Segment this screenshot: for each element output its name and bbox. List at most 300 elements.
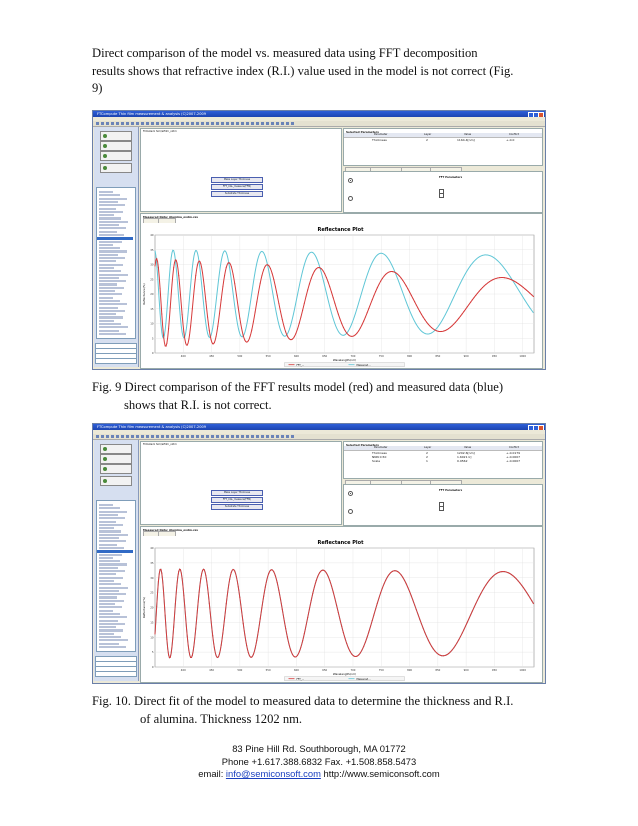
model-data-point	[480, 289, 481, 290]
tree-item	[99, 247, 120, 249]
tree-item	[99, 280, 126, 282]
model-data-point	[248, 340, 249, 341]
model-data-point	[283, 326, 284, 327]
model-data-point	[256, 302, 257, 303]
model-data-point	[197, 264, 198, 265]
toolbar-icon	[241, 435, 244, 438]
toolbar-icon	[211, 122, 214, 125]
model-data-point	[445, 330, 446, 331]
toolbar-icon	[271, 435, 274, 438]
tree-item	[99, 201, 118, 203]
tree-item	[99, 593, 126, 595]
tree-item	[99, 504, 113, 506]
model-data-point	[285, 628, 286, 629]
model-data-point	[178, 275, 179, 276]
toolbar-icon	[186, 122, 189, 125]
y-tick-label: 15	[150, 621, 154, 625]
model-data-point	[367, 637, 368, 638]
tree-item	[99, 620, 118, 622]
tree-item	[99, 596, 117, 598]
intro-paragraph	[92, 45, 562, 98]
model-data-point	[248, 652, 249, 653]
model-data-point	[214, 647, 215, 648]
model-data-point	[463, 311, 464, 312]
model-data-point	[441, 331, 442, 332]
model-data-point	[231, 572, 232, 573]
toolbar-icon	[191, 435, 194, 438]
tree-item	[99, 211, 123, 213]
model-data-point	[263, 269, 264, 270]
model-data-point	[353, 655, 354, 656]
y-tick-label: 10	[150, 636, 154, 640]
model-data-point	[295, 656, 296, 657]
model-data-point	[239, 597, 240, 598]
model-data-point	[523, 587, 524, 588]
model-data-point	[345, 638, 346, 639]
model-data-point	[319, 572, 320, 573]
model-data-point	[311, 600, 312, 601]
model-data-point	[507, 572, 508, 573]
model-data-point	[312, 593, 313, 594]
model-data-point	[222, 286, 223, 287]
model-data-point	[202, 272, 203, 273]
model-data-point	[185, 616, 186, 617]
button-icon	[103, 154, 107, 158]
model-data-point	[443, 655, 444, 656]
model-data-point	[251, 657, 252, 658]
button-icon	[103, 447, 107, 451]
model-data-point	[177, 263, 178, 264]
model-data-point	[244, 635, 245, 636]
toolbar-icon	[181, 435, 184, 438]
legend-label-measured: Measured...	[356, 677, 371, 681]
toolbar-icon	[241, 122, 244, 125]
figure-9-caption-line-1: Fig. 9 Direct comparison of the FFT results model (red) and measured data (blue)	[92, 380, 504, 394]
model-data-point	[326, 572, 327, 573]
tree-item	[99, 563, 127, 565]
chart-title: Reflectance Plot	[317, 540, 364, 546]
tree-item	[99, 639, 128, 641]
model-data-point	[187, 345, 188, 346]
model-data-point	[440, 331, 441, 332]
x-tick-label: 650	[322, 669, 328, 672]
model-data-point	[233, 569, 234, 570]
model-data-point	[529, 597, 530, 598]
model-data-point	[219, 313, 220, 314]
model-data-point	[195, 628, 196, 629]
footer-website: http://www.semiconsoft.com	[320, 768, 440, 779]
model-data-point	[188, 650, 189, 651]
model-data-point	[222, 632, 223, 633]
model-data-point	[278, 303, 279, 304]
model-data-point	[401, 574, 402, 575]
params-cell: 2	[426, 137, 428, 142]
model-data-point	[346, 643, 347, 644]
model-data-point	[317, 267, 318, 268]
model-data-point	[256, 640, 257, 641]
model-data-point	[316, 580, 317, 581]
model-data-point	[397, 274, 398, 275]
x-tick-label: 550	[265, 355, 271, 358]
x-tick-label: 500	[237, 355, 243, 358]
toolbar-icon	[186, 435, 189, 438]
model-data-point	[292, 339, 293, 340]
tree-item	[99, 530, 121, 532]
model-data-point	[473, 297, 474, 298]
model-data-point	[490, 280, 491, 281]
model-data-point	[492, 576, 493, 577]
params-header-2: Value	[464, 446, 472, 449]
model-data-point	[199, 260, 200, 261]
model-data-point	[355, 334, 356, 335]
model-data-point	[358, 654, 359, 655]
calculate-button	[100, 444, 132, 454]
model-data-point	[272, 273, 273, 274]
model-data-point	[514, 577, 515, 578]
model-data-point	[166, 343, 167, 344]
model-data-point	[521, 286, 522, 287]
model-data-point	[289, 644, 290, 645]
nav-item	[95, 358, 137, 364]
model-data-point	[154, 265, 155, 266]
model-data-point	[451, 650, 452, 651]
model-data-point	[268, 573, 269, 574]
tree-item	[99, 244, 113, 246]
model-data-point	[485, 284, 486, 285]
tree-item	[99, 330, 119, 332]
model-data-point	[419, 619, 420, 620]
y-tick-label: 30	[150, 576, 154, 580]
toolbar-icon	[251, 435, 254, 438]
model-data-point	[465, 309, 466, 310]
model-data-point	[384, 276, 385, 277]
model-data-point	[434, 651, 435, 652]
model-data-point	[390, 271, 391, 272]
model-data-point	[497, 277, 498, 278]
model-data-point	[387, 272, 388, 273]
model-data-point	[450, 327, 451, 328]
model-data-point	[210, 339, 211, 340]
model-data-point	[516, 578, 517, 579]
tree-item	[99, 587, 128, 589]
model-data-point	[326, 277, 327, 278]
model-data-point	[479, 596, 480, 597]
model-data-point	[475, 603, 476, 604]
model-data-point	[409, 591, 410, 592]
tree-item	[99, 287, 124, 289]
chart-title: Reflectance Plot	[317, 227, 364, 233]
model-data-point	[183, 331, 184, 332]
simulate-fit-button	[100, 476, 132, 486]
tree-item	[99, 610, 113, 612]
tree-item	[99, 270, 121, 272]
model-data-point	[175, 603, 176, 604]
button-icon	[103, 166, 107, 170]
x-tick-label: 850	[435, 669, 441, 672]
model-data-point	[431, 646, 432, 647]
toolbar-icon	[201, 435, 204, 438]
tree-item	[99, 194, 120, 196]
simulate-button	[100, 141, 132, 151]
fft-options-pane	[343, 484, 543, 526]
model-data-point	[513, 575, 514, 576]
model-data-point	[193, 290, 194, 291]
model-data-point	[429, 326, 430, 327]
legend-label-model: FFT_...	[296, 677, 305, 681]
figure-9-screenshot	[92, 110, 546, 370]
model-data-point	[183, 595, 184, 596]
model-data-point	[372, 299, 373, 300]
model-data-point	[317, 576, 318, 577]
model-data-point	[355, 656, 356, 657]
params-header-0: Parameter	[374, 446, 388, 449]
model-data-point	[428, 639, 429, 640]
model-data-point	[305, 296, 306, 297]
model-data-point	[472, 299, 473, 300]
model-data-point	[504, 571, 505, 572]
params-header-1: Layer	[424, 133, 432, 136]
tree-item	[99, 534, 128, 536]
model-data-point	[226, 267, 227, 268]
model-data-point	[302, 640, 303, 641]
model-data-point	[482, 590, 483, 591]
model-data-point	[361, 324, 362, 325]
x-tick-label: 400	[180, 355, 186, 358]
model-data-point	[419, 311, 420, 312]
y-tick-label: 0	[151, 666, 154, 669]
toolbar-icon	[101, 122, 104, 125]
model-data-point	[346, 333, 347, 334]
model-data-point	[350, 335, 351, 336]
toolbar-icon	[141, 435, 144, 438]
footer-phone: Phone +1.617.388.6832 Fax. +1.508.858.5473	[221, 755, 417, 767]
model-data-point	[348, 334, 349, 335]
model-data-point	[163, 335, 164, 336]
model-data-point	[384, 583, 385, 584]
model-data-point	[170, 657, 171, 658]
measured-data-label: Measured Data: Alumina_oxdm.csv	[143, 527, 199, 532]
toolbar-icon	[236, 122, 239, 125]
toolbar-icon	[166, 122, 169, 125]
model-data-point	[158, 267, 159, 268]
model-data-point	[297, 328, 298, 329]
model-data-point	[412, 298, 413, 299]
toolbar-icon	[266, 122, 269, 125]
model-data-point	[533, 296, 534, 297]
model-data-point	[401, 277, 402, 278]
model-data-point	[304, 303, 305, 304]
model-data-point	[243, 335, 244, 336]
model-data-point	[518, 580, 519, 581]
model-data-point	[389, 271, 390, 272]
model-data-point	[285, 331, 286, 332]
x-tick-label: 1000	[519, 669, 526, 672]
model-data-point	[494, 574, 495, 575]
selected-parameters-table	[343, 128, 543, 166]
model-data-point	[367, 312, 368, 313]
legend-label-model: FFT_...	[296, 363, 305, 367]
model-data-point	[221, 299, 222, 300]
model-data-point	[255, 648, 256, 649]
model-data-point	[509, 278, 510, 279]
fft-params-label: FFT Parameters	[439, 489, 463, 492]
model-data-point	[356, 656, 357, 657]
model-data-point	[406, 285, 407, 286]
tree-item	[99, 600, 124, 602]
model-data-point	[322, 570, 323, 571]
model-data-point	[341, 323, 342, 324]
toolbar	[93, 434, 545, 440]
model-data-point	[294, 656, 295, 657]
model-data-point	[282, 609, 283, 610]
model-data-point	[339, 318, 340, 319]
model-data-point	[475, 295, 476, 296]
model-data-point	[209, 330, 210, 331]
model-data-point	[440, 655, 441, 656]
model-data-point	[322, 270, 323, 271]
toolbar	[93, 121, 545, 127]
model-data-point	[506, 571, 507, 572]
tree-item	[99, 264, 123, 266]
model-data-point	[212, 343, 213, 344]
toolbar-icon	[151, 122, 154, 125]
model-data-point	[457, 642, 458, 643]
model-data-point	[389, 574, 390, 575]
model-data-point	[239, 318, 240, 319]
model-data-point	[307, 289, 308, 290]
tree-item	[99, 300, 120, 302]
filmstack-pane	[140, 128, 342, 212]
toolbar-icon	[191, 122, 194, 125]
model-data-point	[278, 590, 279, 591]
model-data-point	[158, 581, 159, 582]
model-data-point	[368, 308, 369, 309]
model-data-point	[378, 284, 379, 285]
model-data-point	[287, 335, 288, 336]
button-icon	[103, 144, 107, 148]
model-data-point	[170, 307, 171, 308]
y-tick-label: 20	[150, 606, 154, 610]
model-data-point	[473, 607, 474, 608]
model-data-point	[168, 654, 169, 655]
model-data-point	[360, 652, 361, 653]
tree-item	[99, 527, 114, 529]
model-data-point	[504, 277, 505, 278]
x-tick-label: 500	[237, 669, 243, 672]
model-data-point	[180, 294, 181, 295]
y-tick-label: 40	[150, 547, 154, 550]
tree-item	[99, 208, 116, 210]
model-data-point	[283, 619, 284, 620]
model-data-point	[385, 274, 386, 275]
tree-item	[99, 290, 115, 292]
toolbar-icon	[276, 122, 279, 125]
tree-item	[99, 590, 119, 592]
model-data-point	[436, 330, 437, 331]
model-data-point	[529, 293, 530, 294]
model-data-point	[268, 265, 269, 266]
tree-item	[99, 580, 114, 582]
model-data-point	[280, 599, 281, 600]
model-data-point	[328, 281, 329, 282]
model-data-point	[171, 646, 172, 647]
model-data-point	[468, 618, 469, 619]
params-header-3: Conflict	[509, 133, 519, 136]
model-data-point	[204, 569, 205, 570]
model-data-point	[331, 292, 332, 293]
params-header-1: Layer	[424, 446, 432, 449]
model-data-point	[316, 268, 317, 269]
footer-email-link[interactable]: info@semiconsoft.com	[225, 768, 321, 779]
model-data-point	[314, 271, 315, 272]
model-data-point	[154, 633, 155, 634]
model-data-point	[499, 277, 500, 278]
y-tick-label: 35	[150, 248, 154, 252]
estimate-button	[100, 151, 132, 161]
intro-line-1: Direct comparison of the model vs. measured data using FFT decomposition	[92, 46, 478, 60]
model-data-point	[229, 579, 230, 580]
y-tick-label: 25	[150, 591, 154, 595]
model-data-point	[423, 628, 424, 629]
model-data-point	[531, 600, 532, 601]
params-cell: Thickness	[372, 137, 387, 142]
model-data-point	[343, 632, 344, 633]
model-data-point	[246, 342, 247, 343]
radio-option	[348, 178, 353, 183]
x-axis-label: Wavelength(nm)	[332, 358, 357, 362]
model-data-point	[487, 282, 488, 283]
fft-params-label: FFT Parameters	[439, 176, 463, 179]
model-data-point	[526, 592, 527, 593]
model-data-point	[370, 304, 371, 305]
toolbar-icon	[136, 435, 139, 438]
toolbar-icon	[281, 122, 284, 125]
model-data-point	[216, 336, 217, 337]
simulate-button	[100, 454, 132, 464]
model-data-point	[416, 305, 417, 306]
model-data-point	[411, 295, 412, 296]
toolbar-icon	[256, 435, 259, 438]
model-data-point	[253, 321, 254, 322]
button-icon	[103, 467, 107, 471]
model-data-point	[207, 587, 208, 588]
toolbar-icon	[216, 122, 219, 125]
tree-item	[99, 554, 122, 556]
model-data-point	[295, 333, 296, 334]
model-data-point	[182, 314, 183, 315]
model-data-point	[156, 258, 157, 259]
model-data-point	[333, 591, 334, 592]
toolbar-icon	[221, 435, 224, 438]
model-data-point	[450, 651, 451, 652]
model-data-point	[265, 266, 266, 267]
tree-item	[99, 250, 127, 252]
model-data-point	[173, 267, 174, 268]
model-data-point	[302, 310, 303, 311]
y-tick-label: 0	[151, 352, 154, 355]
model-data-point	[513, 280, 514, 281]
model-data-point	[305, 625, 306, 626]
x-tick-label: 650	[322, 355, 328, 358]
model-data-point	[412, 600, 413, 601]
toolbar-icon	[101, 435, 104, 438]
tree-item	[99, 629, 123, 631]
params-cell: 2	[426, 450, 428, 455]
model-data-point	[212, 635, 213, 636]
toolbar-icon	[146, 122, 149, 125]
toolbar-icon	[226, 122, 229, 125]
model-data-point	[216, 655, 217, 656]
